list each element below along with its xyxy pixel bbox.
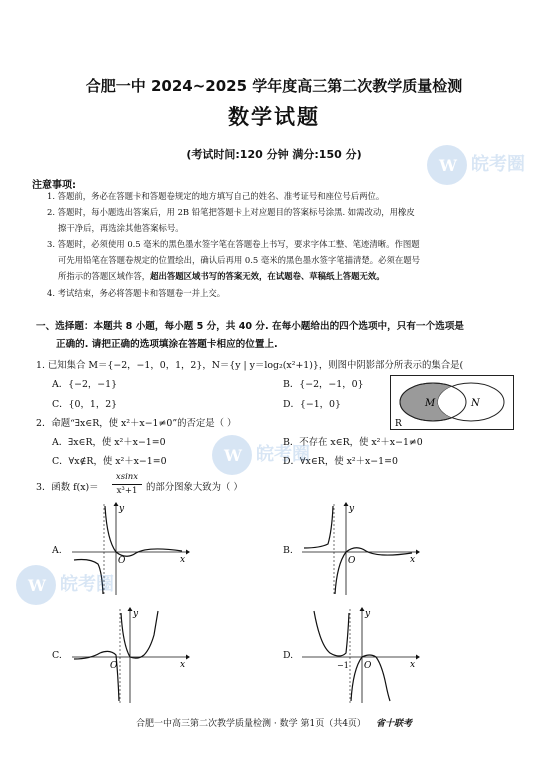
graph-c-origin: O: [110, 661, 118, 671]
watermark-logo-2: [210, 430, 320, 484]
watermark-logo-3: [14, 560, 124, 614]
q1-stem: 1. 已知集合 M＝{−2，−1，0，1，2}，N＝{y | y＝log₂(x²+1)}，则图中阴影部分所表示的集合是(: [36, 360, 464, 371]
graph-a-x-label: x: [180, 555, 186, 565]
watermark-logo: [425, 140, 535, 194]
venn-svg: [391, 376, 513, 429]
q3-fraction-numerator: xsinx: [115, 472, 139, 482]
graph-b-y-label: y: [349, 504, 355, 514]
svg-text:W: W: [439, 156, 457, 175]
q3-fraction-bar: [112, 484, 142, 485]
notice-item-1: 1. 答题前，务必在答题卡和答题卷规定的地方填写自己的姓名、准考证号和座位号后两位。: [47, 191, 385, 201]
q3-option-b-label: B.: [283, 545, 293, 556]
q3-graph-d: [300, 605, 420, 705]
q2-option-a: A．∃x∈R，使 x²＋x−1=0: [52, 437, 166, 448]
notice-item-2: 2. 答题时，每小题选出答案后，用 2B 铅笔把答题卡上对应题目的答案标号涂黑. 如需改动，用橡皮: [47, 207, 415, 217]
watermark-brand: 皖考圈: [471, 154, 525, 175]
venn-label-r: R: [395, 419, 402, 429]
q3-graph-b: [300, 500, 420, 596]
q3-option-c-label: C.: [52, 650, 62, 661]
page-footer: [0, 716, 548, 729]
venn-label-n: N: [471, 398, 480, 409]
notice-item-3: 3. 答题时，必须使用 0.5 毫米的黑色墨水签字笔在答题卷上书写，要求字体工整、笔迹清晰。作图题: [47, 239, 420, 249]
q2-stem: 2．命题“∃x∈R，使 x²＋x−1≠0”的否定是（ ）: [36, 418, 237, 429]
notice-item-3-bold: 超出答题区域书写的答案无效，在试题卷、草稿纸上答题无效。: [150, 271, 385, 281]
q1-option-b: B．{−2，−1，0}: [283, 379, 364, 390]
exam-title: 合肥一中 2024~2025 学年度高三第二次教学质量检测: [85, 77, 463, 95]
graph-b-x-label: x: [410, 555, 416, 565]
graph-d-neg-one: −1: [337, 661, 349, 670]
graph-c-x-label: x: [180, 660, 186, 670]
q3-option-a-label: A.: [52, 545, 62, 556]
subject-title: 数学试题: [228, 105, 320, 129]
graph-b-origin: O: [348, 556, 356, 566]
q3-stem-suffix: 的部分图象大致为（ ）: [146, 482, 243, 493]
q2-option-c: C．∀x∉R，使 x²＋x−1=0: [52, 456, 167, 467]
notice-item-3-cont1: 可先用铅笔在答题卷规定的位置绘出，确认后再用 0.5 毫米的黑色墨水签字笔描清楚。必须在题号: [58, 255, 421, 265]
q1-option-d: D．{−1，0}: [283, 399, 341, 410]
graph-d-x-label: x: [410, 660, 416, 670]
notice-heading: 注意事项:: [32, 180, 76, 191]
venn-label-m: M: [425, 398, 436, 409]
exam-info: (考试时间:120 分钟 满分:150 分): [186, 148, 362, 161]
notice-item-4: 4. 考试结束，务必将答题卡和答题卷一并上交。: [47, 288, 226, 298]
q2-option-b: B．不存在 x∈R，使 x²＋x−1≠0: [283, 437, 423, 448]
graph-a-origin: O: [118, 556, 126, 566]
venn-diagram: [390, 375, 514, 430]
q3-graph-c: [70, 605, 190, 705]
footer-brand: 省十联考: [375, 719, 412, 729]
notice-item-2-cont: 擦干净后，再选涂其他答案标号。: [58, 223, 184, 233]
graph-a-y-label: y: [119, 504, 125, 514]
graph-d-y-label: y: [365, 609, 371, 619]
svg-text:W: W: [224, 446, 242, 465]
watermark-icon-2: [210, 430, 320, 480]
section-heading-line1: 一、选择题：本题共 8 小题，每小题 5 分，共 40 分. 在每小题给出的四个选项中，只有一个选项是: [36, 321, 464, 332]
q3-option-d-label: D.: [283, 650, 294, 661]
watermark-icon: [425, 140, 535, 190]
notice-item-3-cont2: [58, 268, 528, 284]
watermark-brand-2: 皖考圈: [256, 444, 310, 465]
q1-option-a: A．{−2，−1}: [52, 379, 118, 390]
watermark-icon-3: [14, 560, 124, 610]
graph-c-y-label: y: [133, 609, 139, 619]
svg-text:W: W: [28, 576, 46, 595]
watermark-brand-3: 皖考圈: [60, 574, 114, 595]
footer-text: 合肥一中高三第二次教学质量检测 · 数学 第1页（共4页）: [136, 719, 366, 729]
q3-fraction-denominator: x³+1: [116, 486, 138, 496]
q2-option-d: D．∀x∈R，使 x²＋x−1=0: [283, 456, 398, 467]
notice-item-3-text: 所指示的答题区域作答，: [58, 271, 151, 281]
q1-option-c: C．{0，1，2}: [52, 399, 118, 410]
graph-d-origin: O: [364, 661, 372, 671]
section-heading-line2: 正确的. 请把正确的选项填涂在答题卡相应的位置上.: [56, 339, 278, 350]
q3-stem-prefix: 3．函数 f(x)＝: [36, 482, 99, 493]
